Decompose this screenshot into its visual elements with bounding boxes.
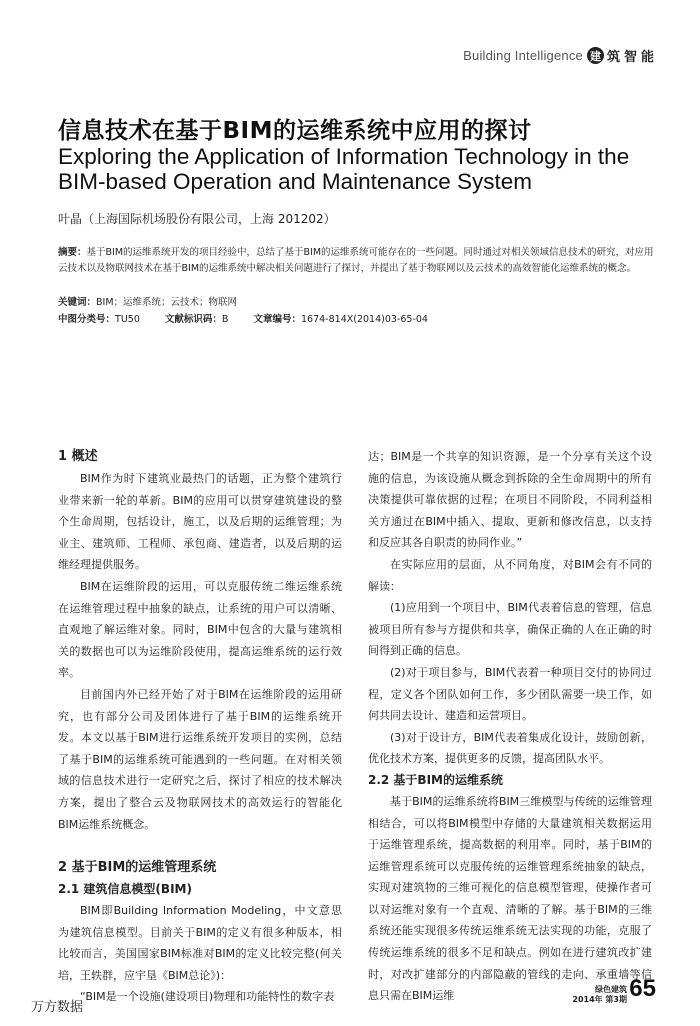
paragraph: 达；BIM是一个共享的知识资源，是一个分享有关这个设施的信息，为该设施从概念到拆除的全生命周期中的所有决策提供可靠依据的过程；在项目不同阶段，不同利益相关方通过在BIM中插入、提取、更新和修改信息，以支持和反应其各自职责的协同作业。”: [368, 450, 652, 550]
keywords-label: 关键词：: [58, 297, 97, 308]
running-header: [463, 46, 658, 65]
paragraph: BIM作为时下建筑业最热门的话题，正为整个建筑行业带来新一轮的革新。BIM的应用可以贯穿建筑建设的整个生命周期，包括设计，施工，以及后期的运维管理；为业主、建筑师、工程师、承包商、建造者，以及后期的运维经理提供服务。: [58, 472, 342, 572]
doc-code-value: B: [221, 314, 229, 325]
journal-logo-icon: 建: [587, 47, 604, 64]
title-cn: 信息技术在基于BIM的运维系统中应用的探讨: [58, 118, 532, 144]
clc-value: TU50: [115, 314, 140, 325]
clc-label: 中图分类号：: [58, 314, 116, 325]
section-2-2-heading: 2.2 基于BIM的运维系统: [368, 772, 503, 787]
paragraph: BIM即Building Information Modeling，中文意思为建筑信息模型。目前关于BIM的定义有很多种版本，相比较而言，美国国家BIM标准对BIM的定义比较完整(何关培，王轶群，应宇垦《BIM总论》)：: [58, 904, 342, 982]
article-id-label: 文章编号：: [253, 314, 301, 325]
list-item: (3)对于设计方，BIM代表着集成化设计，鼓励创新，优化技术方案，提供更多的反馈，提高团队水平。: [368, 730, 652, 766]
section-2-1-heading: 2.1 建筑信息模型(BIM): [58, 882, 192, 897]
paragraph: 基于BIM的运维系统将BIM三维模型与传统的运维管理相结合，可以将BIM模型中存储的大量建筑相关数据运用于运维管理系统，提高数据的利用率。同时，基于BIM的运维管理系统可以克服传统的运维管理系统抽象的缺点，实现对建筑物的三维可视化的信息模型管理，使操作者可以对运维对象有一个直观、清晰的了解。基于BIM的三维系统还能实现很多传统运维系统无法实现的功能，克服了传统运维系统的很多不足和缺点。例如在进行建筑改扩建时，对改扩建部分的内部隐蔽的管线的走向、承重墙等信息只需在BIM运维: [368, 794, 652, 1003]
footer-magazine: [572, 985, 627, 1005]
author-affiliation: 叶晶（上海国际机场股份有限公司，上海 201202）: [58, 212, 336, 226]
abstract-text: 基于BIM的运维系统开发的项目经验中，总结了基于BIM的运维系统可能存在的一些问题。同时通过对相关领域信息技术的研究，对应用云技术以及物联网技术在基于BIM的运维系统中解决相关问题进行了探讨，并提出了基于物联网以及云技术的高效智能化运维系统的概念。: [58, 247, 654, 274]
page-number: 65: [629, 975, 656, 1002]
abstract-label: 摘要：: [58, 247, 87, 258]
article-id-value: 1674-814X(2014)03-65-04: [301, 314, 428, 325]
title-en: Exploring the Application of Information Technology in the BIM-based Operation and Maintenance System: [58, 144, 630, 194]
paragraph: BIM在运维阶段的运用，可以克服传统二维运维系统在运维管理过程中抽象的缺点，让系统的用户可以清晰、直观地了解运维对象。同时，BIM中包含的大量与建筑相关的数据也可以为运维阶段使用，提高运维系统的运行效率。: [58, 579, 342, 680]
quote-start: “BIM是一个设施(建设项目)物理和功能特性的数字表: [80, 990, 335, 1004]
header-en: Building Intelligence: [463, 48, 583, 63]
watermark: 万方数据: [31, 1000, 84, 1015]
classification-line: [58, 311, 428, 325]
abstract: [58, 245, 658, 277]
list-item: (1)应用到一个项目中，BIM代表着信息的管理，信息被项目所有参与方提供和共享，确保正确的人在正确的时间得到正确的信息。: [368, 601, 652, 658]
section-2-heading: 2 基于BIM的运维管理系统: [58, 860, 217, 876]
left-column: [58, 446, 342, 1008]
list-item: (2)对于项目参与，BIM代表着一种项目交付的协同过程，定义各个团队如何工作，多少团队需要一块工作，如何共同去设计、建造和运营项目。: [368, 665, 652, 723]
section-1-heading: 1 概述: [58, 449, 98, 464]
keywords-text: BIM；运维系统；云技术；物联网: [96, 297, 238, 308]
header-cn: 筑智能: [606, 50, 658, 65]
paragraph: 目前国内外已经开始了对于BIM在运维阶段的运用研究，也有部分公司及团体进行了基于BIM的运维系统开发。本文以基于BIM进行运维系统开发项目的实例，总结了基于BIM的运维系统可能遇到的一些问题。在对相关领域的信息技术进行一定研究之后，探讨了相应的技术解决方案，提出了整合云及物联网技术的高效运行的智能化BIM运维系统概念。: [58, 687, 342, 831]
paragraph: 在实际应用的层面，从不同角度，对BIM会有不同的解读：: [368, 557, 652, 593]
magazine-name: 绿色建筑: [595, 985, 627, 994]
doc-code-label: 文献标识码：: [164, 314, 222, 325]
right-column: [368, 446, 652, 1007]
issue-info: 2014年 第3期: [572, 995, 627, 1004]
keywords: [58, 294, 237, 308]
